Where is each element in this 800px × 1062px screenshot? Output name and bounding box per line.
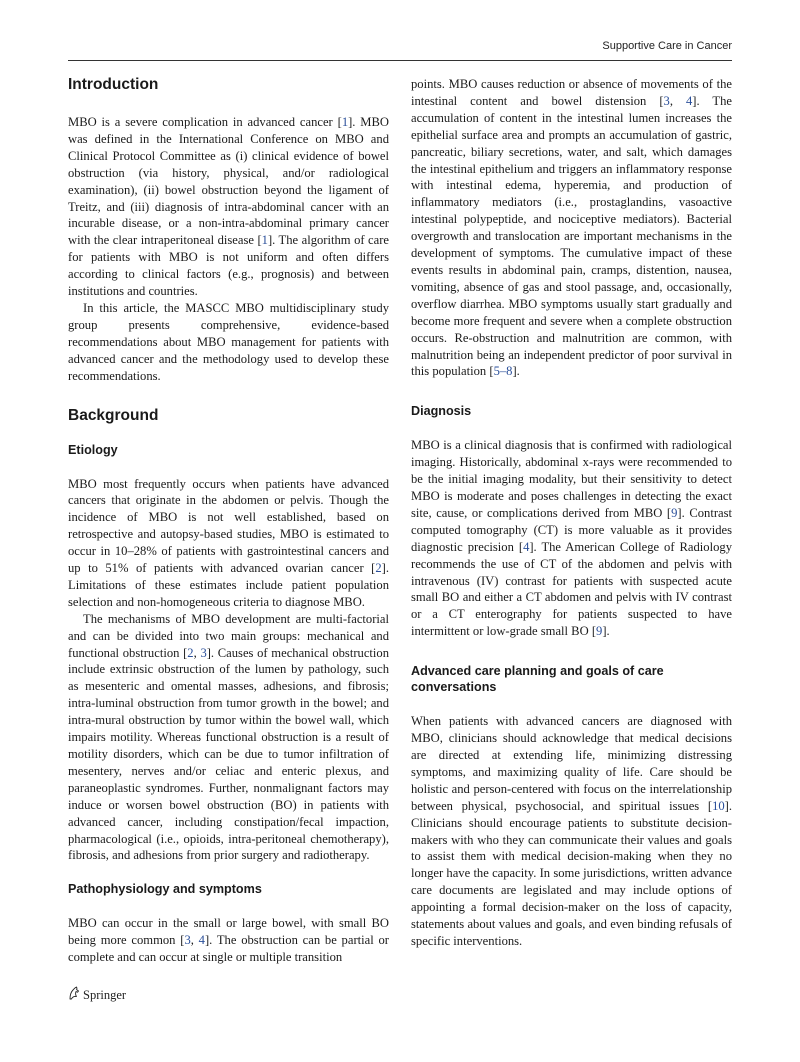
citation-link[interactable]: 3 (663, 93, 670, 108)
pathophysiology-heading: Pathophysiology and symptoms (68, 882, 262, 897)
right-column (411, 76, 732, 950)
springer-horse-icon (68, 986, 80, 1004)
citation-link[interactable]: 2 (187, 645, 194, 660)
citation-link[interactable]: 3 (200, 645, 207, 660)
text-run: MBO can occur in the small or large bowel, with small BO being more common [ (68, 916, 389, 948)
citation-link[interactable]: 9 (596, 624, 603, 639)
text-run: points. MBO causes reduction or absence of movements of the intestinal content and bowel distension [ (411, 77, 732, 108)
text-run: ]. The algorithm of care for patients with MBO is not uniform and often differs according to clinical factors (e.g., prognosis) and between institutions and countries. (68, 233, 390, 299)
pathophysiology-paragraph-continued (411, 76, 732, 380)
citation-link[interactable]: 9 (671, 505, 678, 520)
citation-link[interactable]: 4 (198, 933, 205, 948)
etiology-paragraph-2 (68, 611, 389, 865)
citation-link[interactable]: 5–8 (493, 364, 513, 379)
text-run: ]. Contrast computed tomography (CT) is more valuable as it provides diagnostic precision [ (411, 505, 733, 554)
introduction-heading: Introduction (68, 76, 159, 93)
text-run: ]. MBO was defined in the International Conference on MBO and Clinical Protocol Committee as (i) clinical evidence of bowel obstruction (via history, physical, and/or radiological examination), (ii) bowel obstruction beyond the ligament of Treitz, and (iii) diagnosis of intra-abdominal cancer with an incurable disease, or a non-intra-abdominal primary cancer with the clear intraperitoneal disease [ (68, 115, 389, 248)
text-run: ]. (602, 624, 610, 639)
etiology-heading: Etiology (68, 442, 118, 457)
citation-link[interactable]: 1 (261, 233, 268, 248)
text-run: MBO most frequently occurs when patients have advanced cancers that originate in the abdomen or pelvis. Though the incidence of MBO is not well established, based on retrospective and autopsy-based studies, MBO is estimated to occur in 10–28% of patients with gastrointestinal cancers and up to 51% of patients with advanced ovarian cancer [ (68, 476, 389, 576)
text-run: ]. Causes of mechanical obstruction include extrinsic obstruction of the lumen by pathology, such as mesenteric and omental masses, adhesions, and fibrosis; intra-luminal obstruction from tumor growth in the bowel; and intra-mural obstruction by tumor within the bowel wall, which impairs motility. Whereas functional obstruction is a result of motility disorders, which can be due to tumor infiltration of mesentery, nerves and/or celiac and enteric plexus, and paraneoplastic syndromes. Further, nonmalignant factors may induce or worsen bowel obstruction (BO) in patients with advanced cancer, including constipation/fecal impaction, pharmacological (i.e., opioids, intra-peritoneal chemotherapy), fibrosis, and adhesions from prior surgery and radiotherapy. (68, 645, 390, 863)
text-run: ]. Limitations of these estimates include patient population selection and non-homogeneous criteria to diagnose MBO. (68, 561, 389, 609)
text-run: ]. Clinicians should encourage patients to substitute decision-makers with who they can communicate their values and goals to assist them with medical decision-making when they no longer have the capacity. In some jurisdictions, written advance care documents are legislated and may include options of appointing a formal decision-maker on the loss of capacity, statements about values and goals, and even binding refusals of specific interventions. (411, 798, 732, 948)
text-run: , (193, 645, 201, 660)
left-column (68, 76, 389, 966)
pathophysiology-paragraph-1 (68, 915, 389, 966)
advanced-care-planning-heading: Advanced care planning and goals of care conversations (411, 664, 664, 695)
citation-link[interactable]: 2 (375, 561, 382, 576)
diagnosis-heading: Diagnosis (411, 404, 472, 419)
publisher-name: Springer (83, 987, 127, 1002)
citation-link[interactable]: 3 (184, 933, 191, 948)
citation-link[interactable]: 4 (686, 93, 693, 108)
citation-link[interactable]: 1 (341, 115, 349, 129)
page-footer (68, 986, 126, 1004)
text-run: , (190, 933, 199, 948)
etiology-paragraph-1 (68, 476, 389, 611)
advanced-care-planning-paragraph-1 (411, 713, 732, 950)
background-heading: Background (68, 406, 159, 424)
text-run: ]. (512, 364, 520, 379)
intro-paragraph-1 (68, 114, 389, 300)
running-head: Supportive Care in Cancer (602, 40, 732, 52)
text-run: ]. The American College of Radiology recommends the use of CT of the abdomen and pelvis with intravenous (IV) contrast for patients with suspected acute small BO and either a CT abdomen and pelvis with IV contrast or a CT enterography for patients suspected to have intermittent or low-grade small BO [ (411, 539, 732, 639)
header-rule (68, 60, 732, 61)
text-run: MBO is a severe complication in advanced cancer [ (68, 115, 342, 129)
text-run: ]. The accumulation of content in the intestinal lumen increases the epithelial surface area and prompts an accumulation of gastric, pancreatic, biliary secretions, water, and salt, which damages the intestinal epithelium and triggers an inflammatory response with intestinal edema, hyperemia, and production of inflammatory mediators (i.e., prostaglandins, vasoactive intestinal polypeptide, and nociceptive mediators). Bacterial overgrowth and translocation are important mechanisms in the development of symptoms. The cumulative impact of these events results in abdominal pain, cramps, distention, nausea, vomiting, absence of gas and stool passage, and, occasionally, overflow diarrhea. MBO symptoms usually start gradually and become more frequent and severe when a complete obstruction occurs. Re-obstruction and malnutrition are common, with malnutrition being an independent predictor of poor survival in this population [ (411, 93, 733, 379)
citation-link[interactable]: 4 (523, 539, 530, 554)
citation-link[interactable]: 10 (712, 798, 725, 813)
text-run: The mechanisms of MBO development are multi-factorial and can be divided into two main groups: mechanical and functional obstruction [ (68, 611, 389, 660)
text-run: , (669, 93, 686, 108)
text-run: In this article, the MASCC MBO multidisciplinary study group presents comprehensive, evidence-based recommendations about MBO management for patients with advanced cancer and the methodology used to develop these recommendations. (68, 300, 389, 383)
text-run: When patients with advanced cancers are diagnosed with MBO, clinicians should acknowledge that medical decisions are directed at extending life, minimizing distressing symptoms, and maximizing quality of life. Care should be holistic and person-centered with focus on the interrelationship between physical, psychosocial, and spiritual issues [ (411, 714, 732, 813)
text-run: MBO is a clinical diagnosis that is confirmed with radiological imaging. Historically, abdominal x-rays were recommended to be the initial imaging modality, but their sensitivity to detect MBO is moderate and poses challenges in detecting the exact site, cause, or complications derived from MBO [ (411, 438, 732, 520)
intro-paragraph-2 (68, 300, 389, 385)
diagnosis-paragraph-1 (411, 437, 732, 640)
text-run: ]. The obstruction can be partial or complete and can occur at single or multiple transition (68, 933, 389, 965)
